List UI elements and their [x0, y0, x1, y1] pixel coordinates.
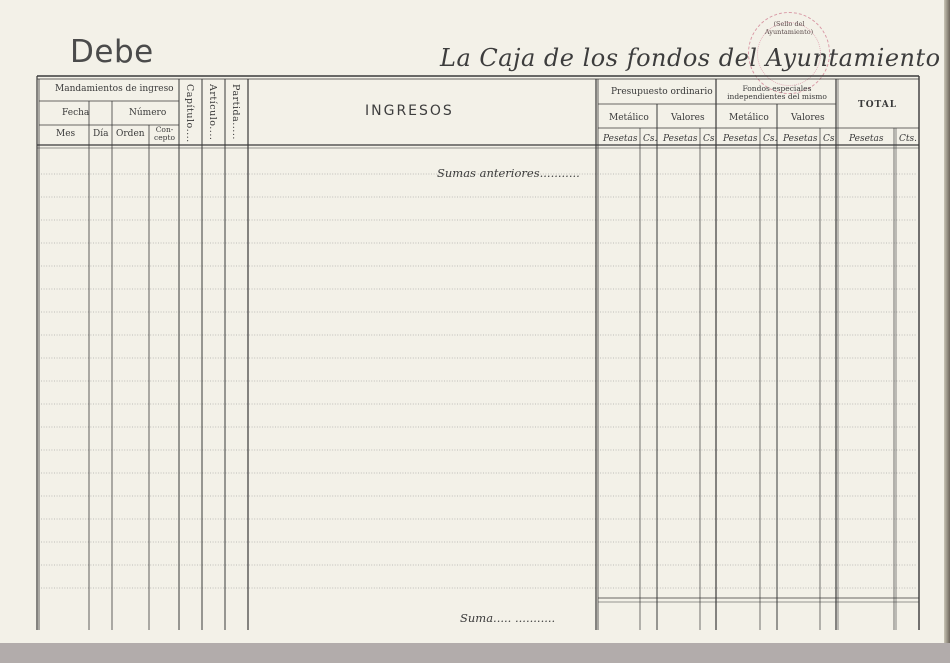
- dia-header: Día: [93, 129, 109, 139]
- debe-title: Debe: [70, 34, 154, 70]
- suma-label: Suma..... ...........: [460, 611, 556, 625]
- concepto-line-2: cepto: [154, 133, 175, 142]
- pesetas-header-4: Pesetas: [783, 134, 818, 144]
- valores-header-2: Valores: [791, 113, 825, 123]
- caja-title: La Caja de los fondos del Ayuntamiento: [440, 44, 941, 72]
- sumas-anteriores-label: Sumas anteriores...........: [437, 166, 580, 180]
- cs-header-4: Cs.: [823, 134, 838, 144]
- stamp-line-1: (Sello del: [773, 20, 805, 28]
- fecha-header: Fecha: [62, 108, 90, 118]
- pesetas-header-total: Pesetas: [849, 134, 884, 144]
- fondos-line-2: independientes del mismo: [727, 92, 827, 101]
- metalico-header-1: Metálico: [609, 113, 649, 123]
- cts-header-total: Cts.: [899, 134, 917, 144]
- orden-header: Orden: [116, 129, 145, 139]
- articulo-header: Artículo....: [207, 84, 218, 141]
- mandamientos-header: Mandamientos de ingreso: [55, 84, 174, 94]
- numero-header: Número: [129, 108, 167, 118]
- presupuesto-header: Presupuesto ordinario: [611, 87, 713, 97]
- concepto-line-1: Con-: [155, 125, 174, 134]
- concepto-header: [151, 126, 178, 142]
- pesetas-header-1: Pesetas: [603, 134, 638, 144]
- total-header: TOTAL: [858, 100, 898, 110]
- valores-header-1: Valores: [671, 113, 705, 123]
- ingresos-header: INGRESOS: [365, 103, 454, 119]
- fondos-header: [722, 85, 832, 101]
- metalico-header-2: Metálico: [729, 113, 769, 123]
- capitulo-header: Capítulo....: [184, 84, 195, 143]
- fondos-line-1: Fondos especiales: [742, 84, 812, 93]
- stamp-line-2: Ayuntamiento): [764, 28, 814, 36]
- cs-header-1: Cs.: [643, 134, 658, 144]
- pesetas-header-2: Pesetas: [663, 134, 698, 144]
- pesetas-header-3: Pesetas: [723, 134, 758, 144]
- cs-header-2: Cs.: [703, 134, 718, 144]
- cs-header-3: Cs.: [763, 134, 778, 144]
- mes-header: Mes: [56, 129, 76, 139]
- partida-header: Partida.....: [230, 84, 241, 140]
